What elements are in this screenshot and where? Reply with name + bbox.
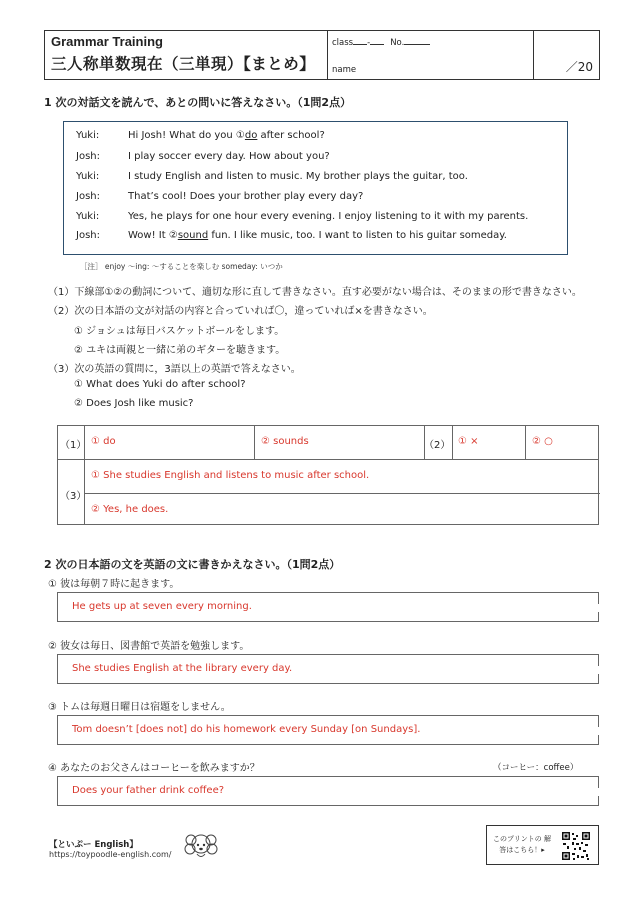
prompt-2: ② 彼女は毎日、図書館で英語を勉強します。 — [48, 641, 250, 652]
answer-text-2: She studies English at the library every day. — [72, 663, 293, 674]
answer-label-3: （3） — [60, 491, 87, 502]
prompt-4: ④ あなたのお父さんはコーヒーを飲みますか？ — [48, 763, 260, 774]
section1-heading: 1 次の対話文を読んで、あとの問いに答えなさい。（1問2点） — [44, 96, 352, 109]
answer-1-1: ① do — [91, 436, 116, 447]
answer-label-2: （2） — [424, 440, 451, 451]
dialogue-line — [76, 191, 363, 202]
answer-2-1: ① × — [458, 436, 479, 447]
class-label: class — [332, 38, 354, 48]
question-1: （1）下線部①②の動詞について、適切な形に直して書きなさい。直す必要がない場合は、そのままの形で書きなさい。 — [48, 287, 582, 298]
line-text: Wow! It ② — [128, 230, 178, 241]
worksheet-header — [44, 30, 600, 80]
answer-1-2: ② sounds — [261, 436, 309, 447]
vocab-note: ［注］ enjoy ～ing: ～することを楽しむ someday: いつか — [80, 262, 283, 271]
question-2-item: ② ユキは両親と一緒に弟のギターを聴きます。 — [74, 345, 286, 356]
answer-link-text: このプリントの 解答はこちら！▸ — [493, 835, 551, 854]
answer-box-1 — [57, 592, 599, 622]
underlined-verb-2: sound — [177, 230, 209, 241]
dialogue-line — [76, 230, 507, 241]
prompt-3: ③ トムは毎週日曜日は宿題をしません。 — [48, 702, 231, 713]
title-english: Grammar Training — [51, 34, 163, 49]
underlined-verb-1: do — [244, 130, 258, 141]
dialogue-line — [76, 130, 325, 141]
speaker: Yuki: — [76, 171, 100, 182]
class-separator: - — [367, 38, 371, 48]
answer-text-1: He gets up at seven every morning. — [72, 601, 252, 612]
line-text: I study English and listen to music. My brother plays the guitar, too. — [128, 171, 468, 182]
answer-table-1 — [57, 425, 599, 525]
student-info-cell — [327, 31, 534, 79]
dialogue-line — [76, 151, 330, 162]
line-text: Hi Josh! What do you ① — [128, 130, 245, 141]
answer-3-2: ② Yes, he does. — [91, 504, 169, 515]
section2-heading: 2 次の日本語の文を英語の文に書きかえなさい。（1問2点） — [44, 558, 341, 571]
title-japanese: 三人称単数現在（三単現）【まとめ】 — [51, 55, 316, 73]
question-2-item: ① ジョシュは毎日バスケットボールをします。 — [74, 326, 285, 337]
dialogue-box — [63, 121, 568, 255]
dialogue-line — [76, 211, 528, 222]
poodle-icon — [181, 830, 221, 866]
qr-code-icon — [561, 831, 591, 865]
title-cell — [45, 31, 328, 79]
line-text: I play soccer every day. How about you? — [128, 151, 330, 162]
number-label: No. — [390, 38, 405, 48]
line-text: Yes, he plays for one hour every evening. I enjoy listening to it with my parents. — [128, 211, 529, 222]
dialogue-line — [76, 171, 468, 182]
answer-2-2: ② ○ — [532, 436, 553, 447]
question-3: （3）次の英語の質問に，3語以上の英語で答えなさい。 — [48, 364, 301, 375]
speaker: Josh: — [76, 230, 100, 241]
answer-box-3 — [57, 715, 599, 745]
speaker: Yuki: — [76, 130, 100, 141]
answer-3-1: ① She studies English and listens to music after school. — [91, 470, 370, 481]
line-text: That’s cool! Does your brother play every day? — [128, 191, 364, 202]
name-label: name — [332, 65, 357, 75]
line-text-end: after school? — [257, 130, 325, 141]
speaker: Yuki: — [76, 211, 100, 222]
speaker: Josh: — [76, 191, 100, 202]
score-total: ／20 — [565, 60, 593, 74]
answer-label-1: （1） — [60, 440, 87, 451]
answer-box-2 — [57, 654, 599, 684]
site-url[interactable]: https://toypoodle-english.com/ — [49, 850, 172, 859]
answer-box-4 — [57, 776, 599, 806]
line-text-end: fun. I like music, too. I want to listen to his guitar someday. — [208, 230, 507, 241]
class-field — [332, 38, 430, 48]
prompt-1: ① 彼は毎朝７時に起きます。 — [48, 579, 180, 590]
question-2: （2）次の日本語の文が対話の内容と合っていれば〇，違っていれば×を書きなさい。 — [48, 306, 433, 317]
brand-name: 【といぷー English】 — [49, 840, 138, 850]
speaker: Josh: — [76, 151, 100, 162]
answer-link-box[interactable] — [486, 825, 599, 865]
question-3-item: ① What does Yuki do after school? — [74, 379, 246, 390]
hint-4: （コーヒー：coffee） — [493, 763, 579, 773]
answer-text-3: Tom doesn’t [does not] do his homework every Sunday [on Sundays]. — [72, 724, 421, 735]
question-3-item: ② Does Josh like music? — [74, 398, 194, 409]
answer-text-4: Does your father drink coffee? — [72, 785, 225, 796]
